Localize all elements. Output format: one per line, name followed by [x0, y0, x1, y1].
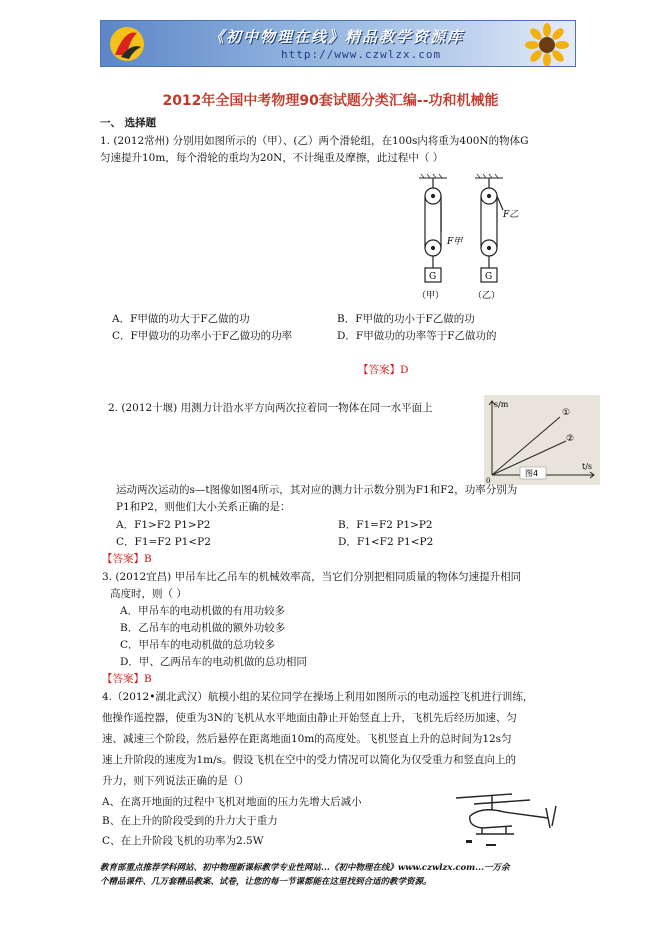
st-origin: 0	[486, 477, 491, 485]
q1-option-c: C．F甲做功的功率小于F乙做功的功率	[112, 330, 293, 342]
q2-answer: 【答案】B	[102, 553, 152, 565]
banner-title: 《初中物理在线》精品教学资源库	[209, 28, 465, 46]
q4-option-b: B、在上升的阶段受到的升力大于重力	[102, 815, 278, 827]
q4-option-c: C、在上升阶段飞机的功率为2.5W	[102, 835, 264, 847]
q2-line-1: 2. (2012十堰) 用测力计沿水平方向两次拉着同一物体在同一水平面上	[108, 402, 433, 414]
q3-option-a: A．甲吊车的电动机做的有用功较多	[120, 605, 286, 617]
q4-line-3: 速、减速三个阶段，然后悬停在距离地面10m的高度处。飞机竖直上升的总时间为12s匀	[102, 733, 512, 745]
q1-option-d: D．F甲做功的功率等于F乙做功的	[337, 330, 497, 342]
st-ylabel: s/m	[494, 400, 509, 409]
force-yi-label: F乙	[503, 210, 519, 220]
st-caption: 图4	[525, 469, 539, 478]
q1-line-2: 匀速提升10m，每个滑轮的重均为20N，不计绳重及摩擦，此过程中（ ）	[100, 152, 444, 164]
document-title: 2012年全国中考物理90套试题分类汇编--功和机械能	[162, 93, 499, 109]
footer-line-2: 个精品课件、几万套精品教案、试卷，让您的每一节课都能在这里找到合适的教学资源。	[100, 877, 432, 887]
sunflower-icon	[525, 23, 569, 67]
q3-answer: 【答案】B	[102, 673, 152, 685]
q2-line-3: P1和P2，则他们大小关系正确的是：	[116, 501, 291, 513]
helicopter-figure	[452, 788, 570, 854]
q3-line-1: 3. (2012宜昌) 甲吊车比乙吊车的机械效率高，当它们分别把相同质量的物体匀速提升相同	[102, 571, 522, 583]
q2-option-b: B．F1=F2 P1>P2	[338, 519, 433, 531]
weight-g-yi: G	[485, 272, 493, 282]
q3-line-2: 高度时，则（ ）	[110, 588, 187, 600]
q3-option-b: B．乙吊车的电动机做的额外功较多	[120, 622, 286, 634]
q4-line-2: 他操作遥控器，使重为3N的飞机从水平地面由静止开始竖直上升，飞机先后经历加速、匀	[102, 712, 517, 724]
header-banner	[100, 20, 576, 67]
q2-option-d: D．F1<F2 P1<P2	[338, 536, 434, 548]
caption-jia: （甲）	[417, 291, 445, 301]
st-line-1-label: ①	[562, 408, 571, 418]
weight-g-jia: G	[429, 272, 437, 282]
caption-yi: （乙）	[473, 291, 501, 301]
q1-answer: 【答案】D	[358, 364, 409, 376]
q2-line-2: 运动两次运动的s—t图像如图4所示，其对应的测力计示数分别为F1和F2，功率分别为	[116, 484, 518, 496]
section-heading: 一、 选择题	[100, 117, 157, 129]
q2-option-c: C．F1=F2 P1<P2	[116, 536, 211, 548]
force-jia-label: F甲	[447, 237, 463, 247]
q4-line-1: 4.（2012•湖北武汉）航模小组的某位同学在操场上利用如图所示的电动遥控飞机进行训练，	[102, 691, 534, 703]
q4-option-a: A、在离开地面的过程中飞机对地面的压力先增大后减小	[102, 796, 362, 808]
q1-option-a: A．F甲做的功大于F乙做的功	[112, 313, 250, 325]
banner-url[interactable]: http://www.czwlzx.com	[281, 48, 442, 61]
st-line-2-label: ②	[566, 434, 575, 444]
q4-line-5: 升力，则下列说法正确的是（）	[102, 775, 249, 787]
st-graph-figure	[484, 395, 600, 485]
q1-line-1: 1. (2012常州) 分别用如图所示的（甲）、(乙）两个滑轮组，在100s内将重为400N的物体G	[100, 135, 529, 147]
footer-line-1: 教育部重点推荐学科网站、初中物理新课标教学专业性网站...《初中物理在线》www.czwlzx.com...一万余	[100, 863, 510, 873]
q2-option-a: A．F1>F2 P1>P2	[116, 519, 211, 531]
site-logo-icon	[107, 25, 147, 63]
q3-option-c: C．甲吊车的电动机做的总功较多	[120, 639, 276, 651]
q3-option-d: D．甲、乙两吊车的电动机做的总功相同	[120, 656, 307, 668]
q4-line-4: 速上升阶段的速度为1m/s。假设飞机在空中的受力情况可以简化为仅受重力和竖直向上的	[102, 754, 517, 766]
st-xlabel: t/s	[582, 462, 593, 471]
pulley-diagram	[405, 172, 525, 312]
q1-option-b: B．F甲做的功小于F乙做的功	[337, 313, 475, 325]
